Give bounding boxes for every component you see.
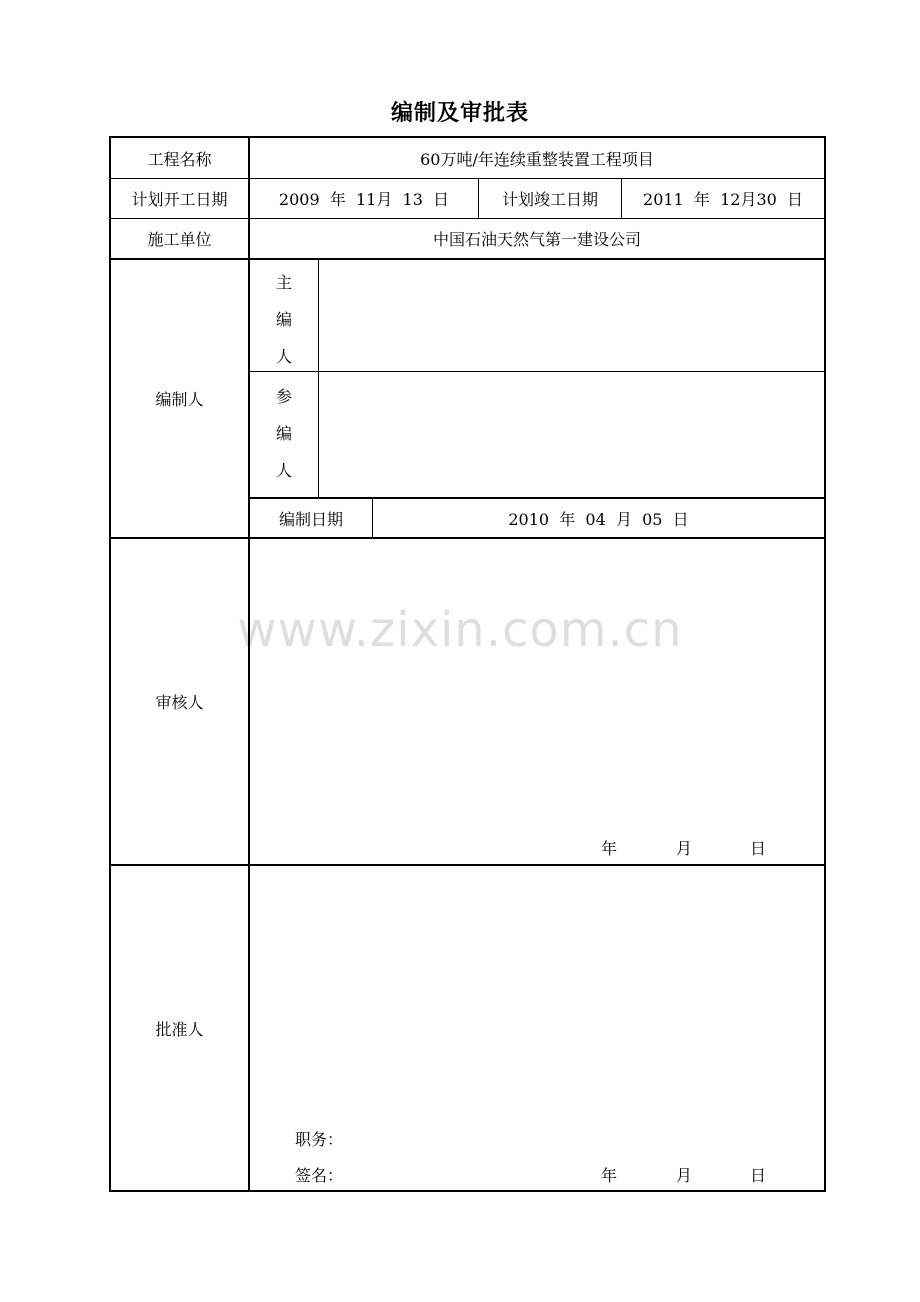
approver-day: 日 <box>750 1166 767 1185</box>
watermark: www.zixin.com.cn <box>237 602 683 658</box>
assistant-compiler-char: 编 <box>275 424 292 443</box>
assistant-compiler-char: 参 <box>275 387 292 406</box>
assistant-compiler-label <box>250 374 318 497</box>
plan-start-value: 2009 年 11月 13 日 <box>278 190 450 209</box>
chief-compiler-char: 编 <box>275 310 292 329</box>
assistant-compiler-char: 人 <box>275 461 292 480</box>
approver-month: 月 <box>676 1166 693 1185</box>
plan-end-value: 2011 年 12月30 日 <box>643 190 803 209</box>
reviewer-label: 审核人 <box>155 693 204 712</box>
plan-start-label: 计划开工日期 <box>131 190 228 209</box>
chief-compiler-char: 主 <box>275 273 292 292</box>
page-title: 编制及审批表 <box>390 101 529 126</box>
compiler-label: 编制人 <box>155 390 204 409</box>
project-name-value: 60万吨/年连续重整装置工程项目 <box>420 149 654 169</box>
reviewer-month: 月 <box>676 839 693 858</box>
reviewer-field[interactable] <box>250 539 824 819</box>
construction-unit-label: 施工单位 <box>147 230 212 249</box>
approver-label: 批准人 <box>155 1019 204 1039</box>
approver-field[interactable] <box>250 866 824 1116</box>
chief-compiler-char: 人 <box>275 347 292 366</box>
table-border-bottom <box>109 1190 826 1192</box>
approver-signature-label: 签名： <box>295 1166 344 1185</box>
chief-compiler-label <box>250 260 318 371</box>
construction-unit-value: 中国石油天然气第一建设公司 <box>432 230 641 249</box>
approver-position-label: 职务： <box>295 1130 344 1149</box>
compile-date-label: 编制日期 <box>278 509 343 529</box>
project-name-label: 工程名称 <box>147 149 212 169</box>
approver-year: 年 <box>601 1166 618 1185</box>
assistant-compiler-field[interactable] <box>319 372 824 497</box>
reviewer-year: 年 <box>601 839 618 858</box>
chief-compiler-field[interactable] <box>319 260 824 371</box>
table-border-right <box>824 136 826 1192</box>
compile-date-value: 2010 年 04 月 05 日 <box>508 509 689 529</box>
plan-end-label: 计划竣工日期 <box>501 190 598 209</box>
reviewer-day: 日 <box>750 839 767 858</box>
